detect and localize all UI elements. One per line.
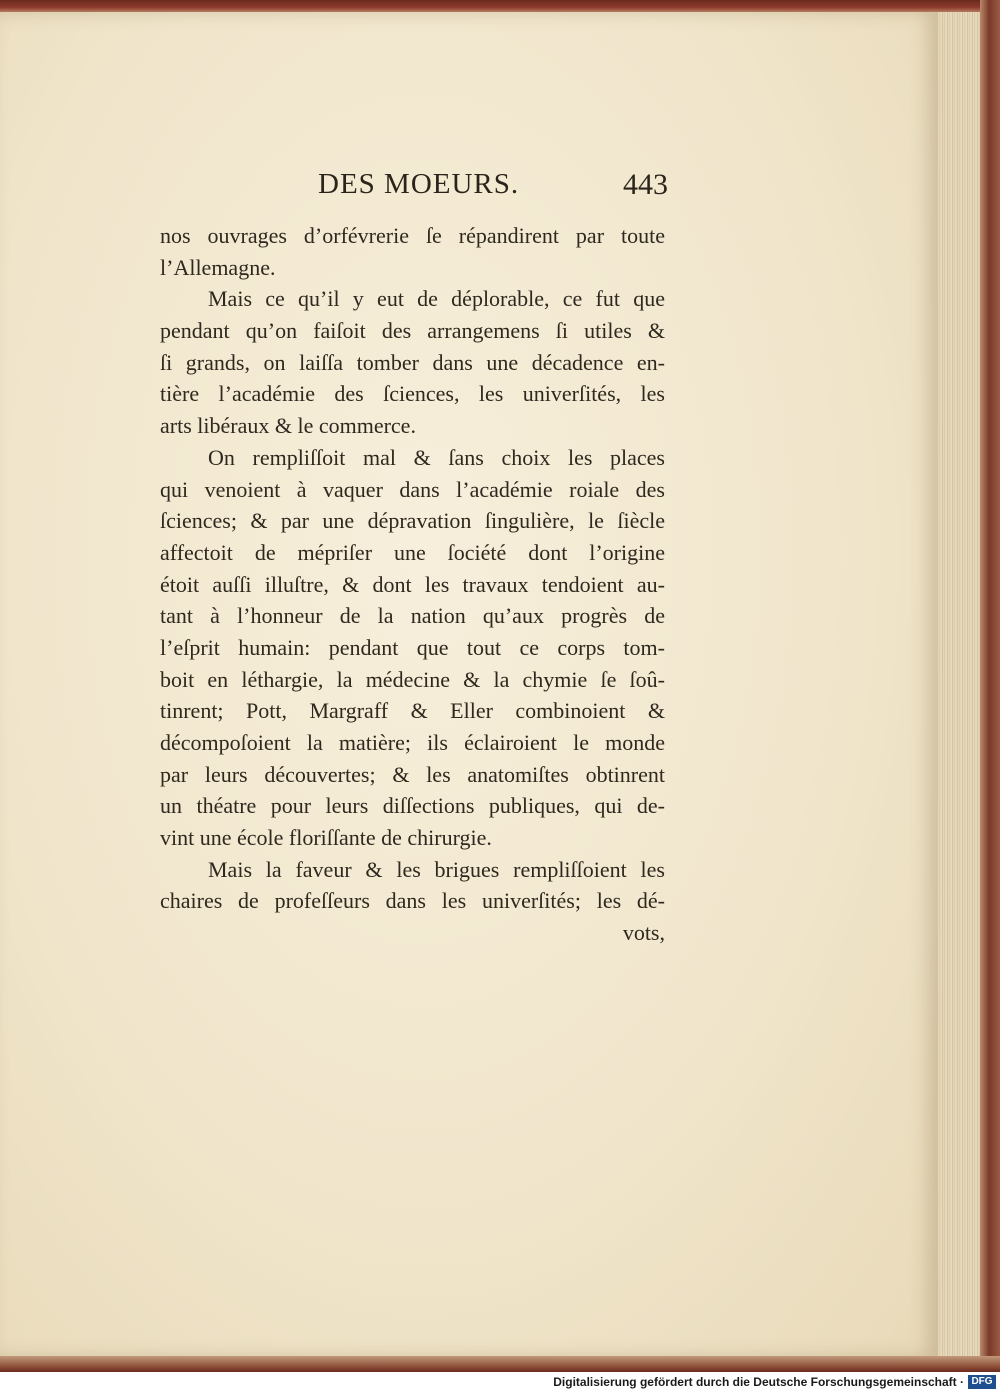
text-line: chaires de profeſſeurs dans les univerſités; les dé- (160, 888, 665, 914)
text-line: boit en léthargie, la médecine & la chymie ſe ſoû- (160, 666, 665, 692)
running-title: DES MOEURS. (318, 168, 520, 200)
text-line: un théatre pour leurs diſſections publiques, qui de- (160, 793, 665, 819)
page-number: 443 (623, 168, 668, 201)
text-line: arts libéraux & le commerce. (160, 413, 416, 439)
text-line: décompoſoient la matière; ils éclairoient le monde (160, 730, 665, 755)
body-text (160, 220, 665, 949)
text-line: par leurs découvertes; & les anatomiſtes obtinrent (160, 761, 665, 787)
text-line: l’eſprit humain: pendant que tout ce corps tom- (160, 634, 665, 660)
digitization-footer (0, 1372, 1000, 1393)
text-line: vint une école floriſſante de chirurgie. (160, 825, 492, 851)
text-lines (160, 220, 665, 917)
text-line: nos ouvrages d’orfévrerie ſe répandirent par toute (160, 223, 665, 248)
dfg-logo: DFG (968, 1375, 996, 1389)
text-line: On rempliſſoit mal & ſans choix les places (208, 444, 665, 470)
catchword: vots, (622, 920, 665, 946)
book-page (0, 12, 938, 1358)
text-line: qui venoient à vaquer dans l’académie roiale des (160, 476, 665, 502)
binding-top (0, 0, 1000, 12)
text-line: Mais ce qu’il y eut de déplorable, ce fut que (208, 286, 665, 312)
running-head (0, 152, 938, 212)
text-line: tière l’académie des ſciences, les univerſités, les (160, 381, 665, 407)
text-line: l’Allemagne. (160, 254, 276, 280)
text-line: tinrent; Pott, Margraff & Eller combinoient & (160, 698, 665, 724)
text-line: étoit auſſi illuſtre, & dont les travaux tendoient au- (160, 571, 665, 597)
text-line: affectoit de mépriſer une ſociété dont l’origine (160, 539, 665, 565)
text-line: Mais la faveur & les brigues rempliſſoient les (208, 856, 665, 882)
page-block-edges (938, 12, 980, 1358)
text-line: pendant qu’on faiſoit des arrangemens ſi utiles & (160, 318, 665, 344)
binding-bottom (0, 1356, 1000, 1372)
text-line: ſciences; & par une dépravation ſingulière, le ſiècle (160, 508, 665, 534)
text-line: ſi grands, on laiſſa tomber dans une décadence en- (160, 349, 665, 375)
funding-credit: Digitalisierung gefördert durch die Deutsche Forschungsgemeinschaft · (553, 1375, 964, 1389)
binding-right (980, 0, 1000, 1372)
text-line: tant à l’honneur de la nation qu’aux progrès de (160, 603, 665, 629)
